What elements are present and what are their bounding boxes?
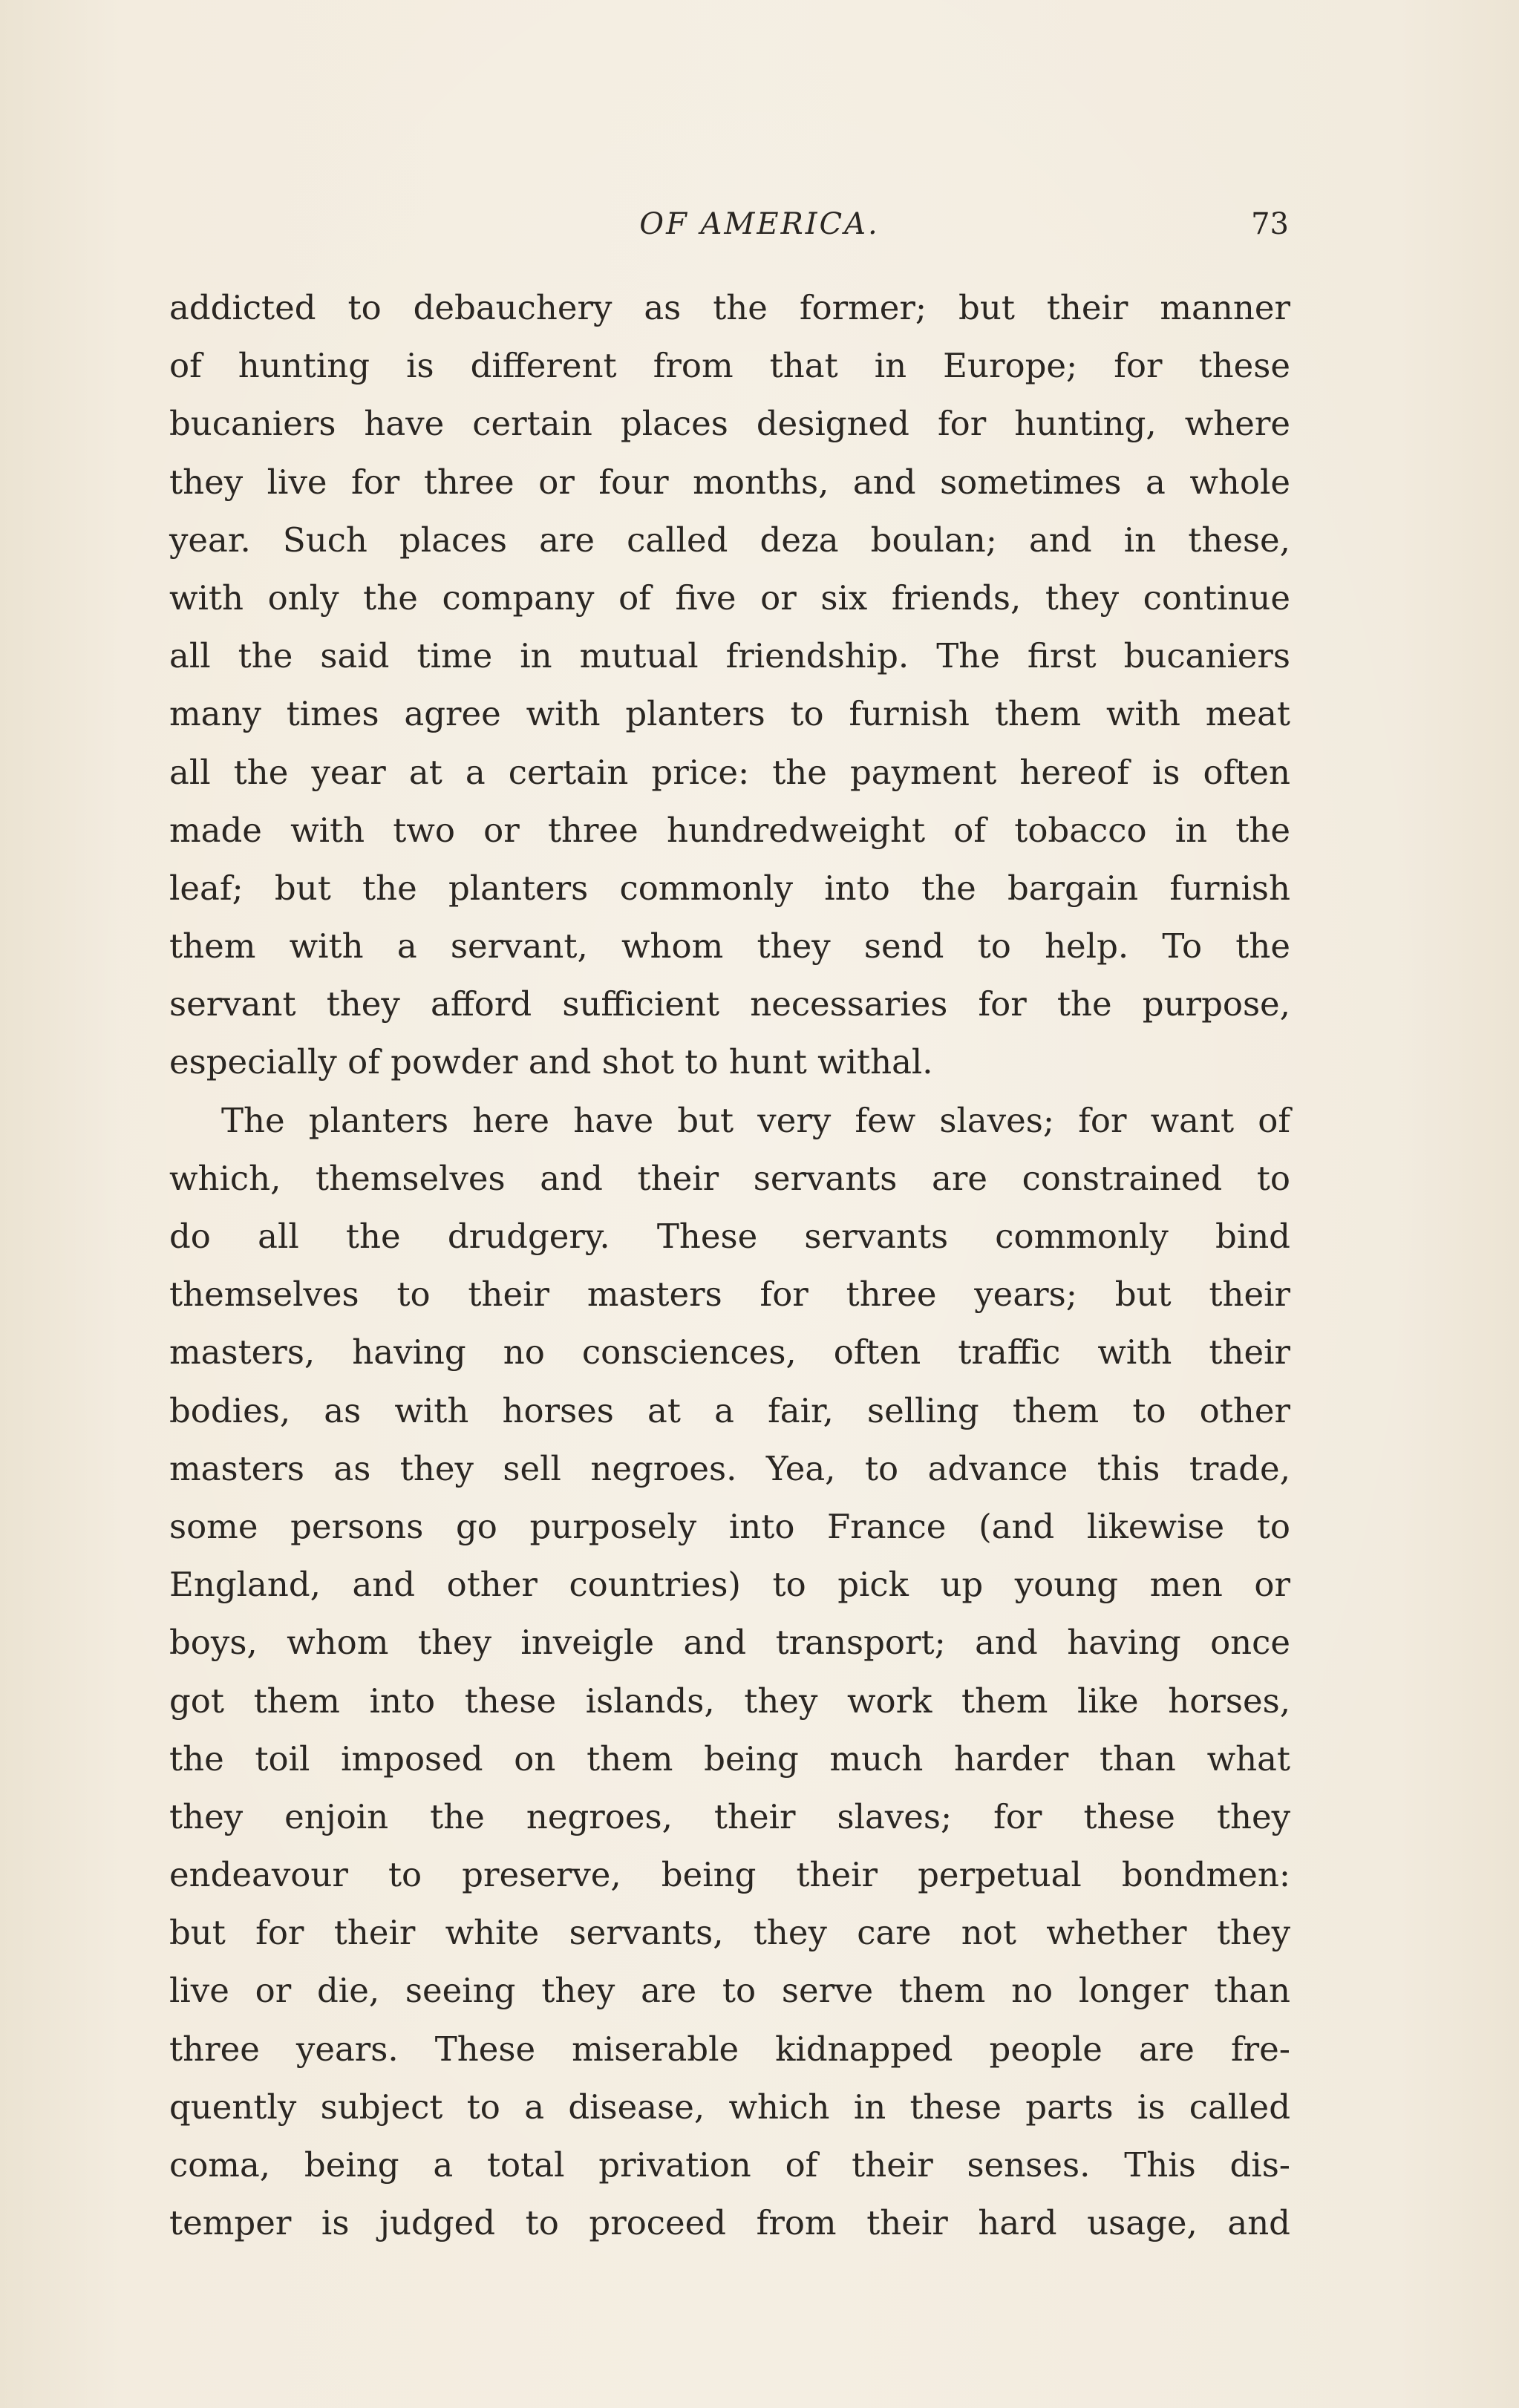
text-line: they enjoin the negroes, their slaves; for these they (169, 1796, 1290, 1836)
text-line: but for their white servants, they care not whether they (169, 1913, 1290, 1953)
text-line: all the year at a certain price: the payment hereof is often (169, 752, 1290, 792)
text-line: leaf; but the planters commonly into the bargain furnish (169, 868, 1290, 908)
text-line: masters as they sell negroes. Yea, to advance this trade, (169, 1448, 1290, 1488)
running-title: OF AMERICA. (639, 207, 880, 241)
page-header (0, 202, 1519, 246)
text-line: England, and other countries) to pick up young men or (169, 1565, 1290, 1605)
text-line: them with a servant, whom they send to help. To the (169, 926, 1290, 966)
text-line: made with two or three hundredweight of tobacco in the (169, 810, 1290, 850)
text-line: servant they afford sufficient necessaries for the purpose, (169, 984, 1290, 1024)
text-line: The planters here have but very few slaves; for want of (221, 1100, 1290, 1140)
text-line: temper is judged to proceed from their hard usage, and (169, 2203, 1290, 2243)
text-line: year. Such places are called deza boulan; and in these, (169, 520, 1290, 560)
text-line: all the said time in mutual friendship. The first bucaniers (169, 636, 1290, 676)
text-line: three years. These miserable kidnapped people are fre- (169, 2029, 1290, 2069)
text-line: with only the company of five or six friends, they continue (169, 578, 1290, 618)
text-line: bodies, as with horses at a fair, selling them to other (169, 1390, 1290, 1430)
text-line: endeavour to preserve, being their perpetual bondmen: (169, 1855, 1290, 1895)
text-line: which, themselves and their servants are constrained to (169, 1158, 1290, 1198)
text-line: live or die, seeing they are to serve them no longer than (169, 1971, 1290, 2011)
text-line: boys, whom they inveigle and transport; and having once (169, 1623, 1290, 1663)
text-line: addicted to debauchery as the former; but their manner (169, 288, 1290, 327)
text-line: some persons go purposely into France (and likewise to (169, 1506, 1290, 1546)
text-line: coma, being a total privation of their senses. This dis- (169, 2145, 1290, 2185)
text-line: of hunting is different from that in Europe; for these (169, 346, 1290, 386)
text-line: many times agree with planters to furnish them with meat (169, 694, 1290, 734)
text-line: do all the drudgery. These servants commonly bind (169, 1217, 1290, 1256)
text-line: bucaniers have certain places designed for hunting, where (169, 404, 1290, 444)
text-line: themselves to their masters for three years; but their (169, 1275, 1290, 1315)
text-line: got them into these islands, they work them like horses, (169, 1681, 1290, 1721)
text-line: they live for three or four months, and sometimes a whole (169, 462, 1290, 502)
body-text (169, 279, 1290, 2252)
text-line: especially of powder and shot to hunt withal. (169, 1042, 933, 1082)
text-line: the toil imposed on them being much harder than what (169, 1738, 1290, 1779)
text-line: quently subject to a disease, which in these parts is called (169, 2087, 1290, 2127)
text-line: masters, having no consciences, often traffic with their (169, 1332, 1290, 1373)
page-number: 73 (1251, 207, 1289, 241)
